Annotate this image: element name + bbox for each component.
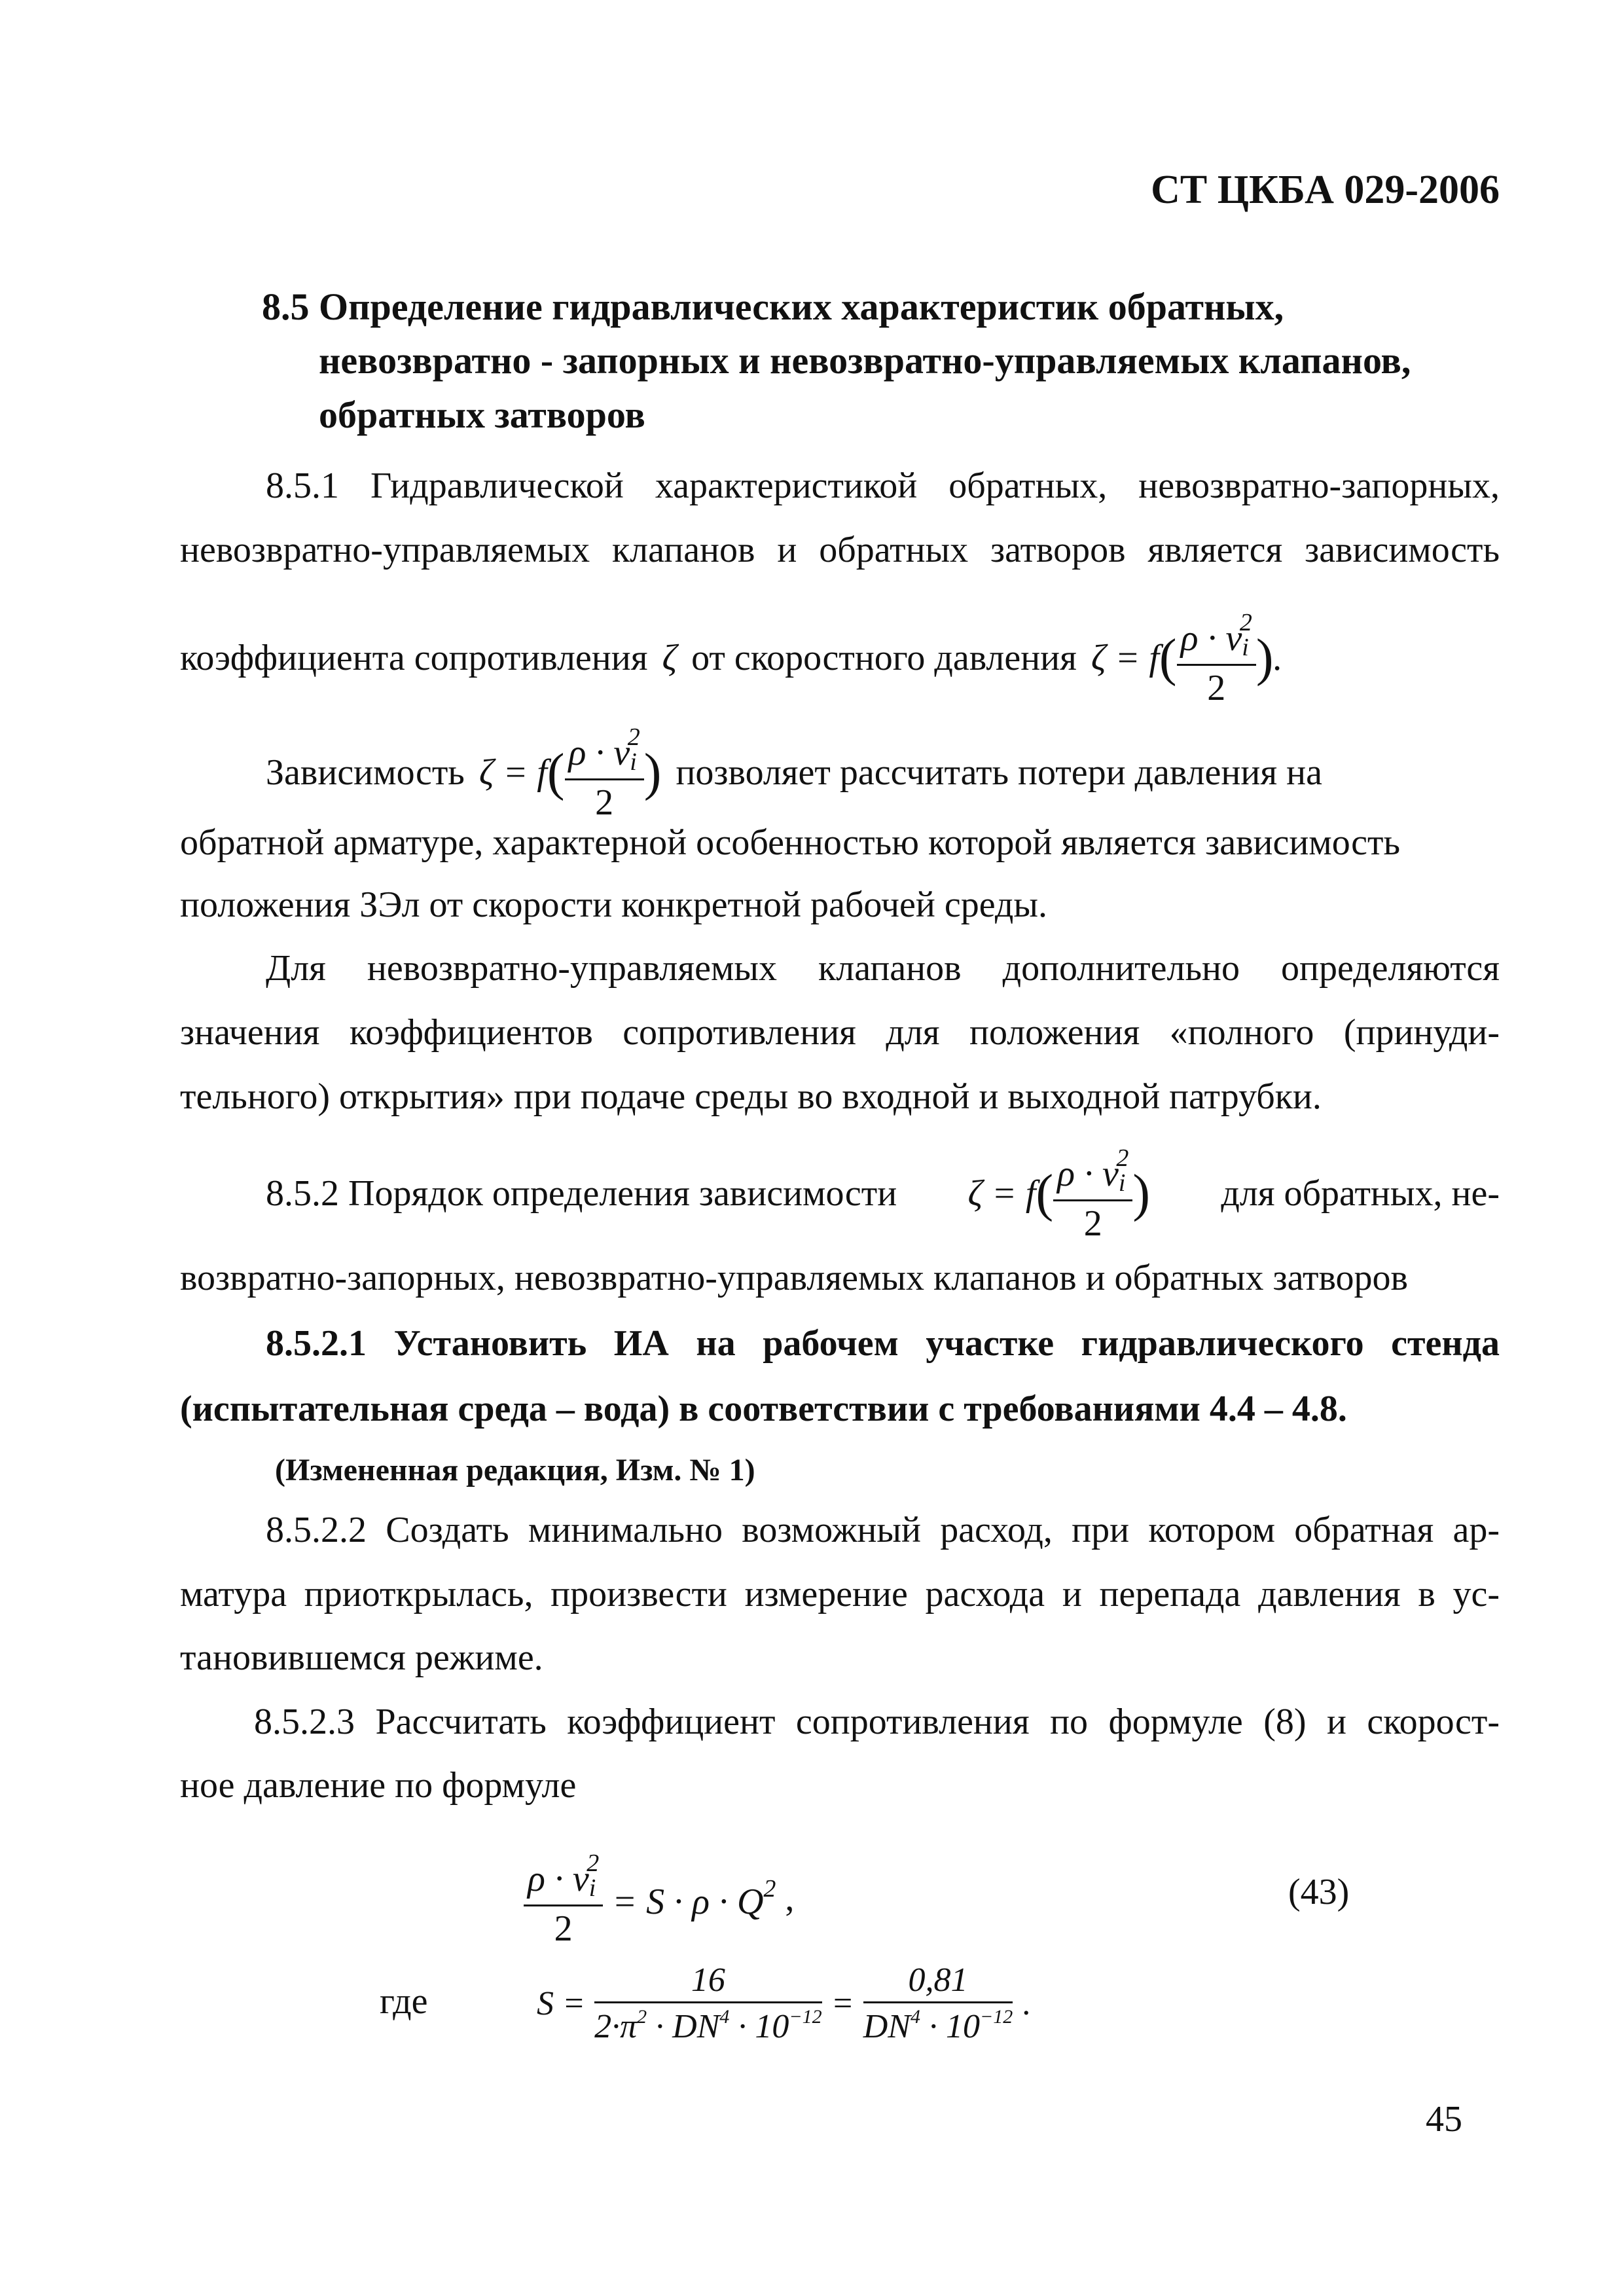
zeta-symbol: ζ — [662, 638, 677, 678]
p852-text-b: для обратных, не- — [1221, 1173, 1500, 1214]
dependence-word: Зависимость — [266, 752, 465, 793]
formula-zeta-inline-3 — [967, 1146, 1150, 1242]
fraction-dynamic-pressure — [1053, 1146, 1132, 1242]
valves-line-2: значения коэффициентов сопротивления для положения «полного (принуди- — [180, 1012, 1500, 1053]
formula-s — [537, 1954, 1030, 2052]
frac-sub: i — [1118, 1169, 1126, 1197]
frac-numerator: ρ · v — [1057, 1153, 1119, 1194]
p8523-line-2: ное давление по формуле — [180, 1765, 577, 1806]
valves-line-1: Для невозвратно-управляемых клапанов дополнительно определяются — [266, 948, 1500, 989]
frac-sub: i — [630, 748, 637, 776]
period: . — [1273, 638, 1283, 678]
fraction-dynamic-pressure — [565, 725, 644, 821]
s-frac1-numerator: 16 — [594, 1963, 822, 2003]
valves-line-3: тельного) открытия» при подаче среды во входной и выходной патрубки. — [180, 1076, 1322, 1117]
formula-43-rhs: = $S \cdot \rho \cdot Q^2$ — [612, 1875, 776, 1922]
section-title-line-3: обратных затворов — [319, 393, 645, 436]
amendment-note: (Измененная редакция, Изм. № 1) — [275, 1453, 755, 1487]
formula-lhs: ζ = f — [1091, 638, 1159, 678]
frac-sup: 2 — [627, 723, 640, 751]
frac-numerator: ρ · v — [568, 732, 630, 773]
right-paren: ) — [1132, 1164, 1151, 1222]
fraction-s-1 — [594, 1963, 822, 2044]
left-paren: ( — [1159, 629, 1177, 687]
fraction-s-2 — [863, 1963, 1013, 2044]
frac-numerator: ρ · v — [528, 1858, 589, 1899]
p851-text-velocity: от скоростного давления — [691, 638, 1077, 678]
p8522-line-3: тановившемся режиме. — [180, 1637, 543, 1678]
frac-denominator: 2 — [1083, 1203, 1102, 1244]
dependence-line-3: положения ЗЭл от скорости конкретной рабочей среды. — [180, 884, 1047, 925]
frac-sup: 2 — [586, 1849, 600, 1877]
section-title-line-2: невозвратно - запорных и невозвратно-управляемых клапанов, — [319, 339, 1411, 382]
dependence-line-2: обратной арматуре, характерной особенностью которой является зависимость — [180, 822, 1400, 863]
s-frac1-denominator: $2\cdot\pi^2 \cdot DN^4 \cdot 10^{-12}$ — [594, 2005, 822, 2045]
p8523-line-1: 8.5.2.3 Рассчитать коэффициент сопротивления по формуле (8) и скорост- — [254, 1702, 1500, 1742]
formula-zeta-inline-2 — [479, 725, 662, 821]
section-title-line-1: 8.5 Определение гидравлических характеристик обратных, — [262, 285, 1284, 328]
p852-line-1 — [266, 1138, 1500, 1249]
p852-line-2: возвратно-запорных, невозвратно-управляемых клапанов и обратных затворов — [180, 1258, 1408, 1298]
left-paren: ( — [1036, 1164, 1054, 1222]
p852-text-a: 8.5.2 Порядок определения зависимости — [266, 1173, 897, 1214]
frac-denominator: 2 — [554, 1908, 573, 1949]
frac-sub: i — [1242, 633, 1249, 661]
fraction-dynamic-pressure — [524, 1851, 603, 1947]
p851-line-3 — [180, 599, 1283, 717]
right-paren: ) — [1255, 629, 1274, 687]
page-number: 45 — [1426, 2099, 1462, 2140]
p851-line-2: невозвратно-управляемых клапанов и обратных затворов является зависимость — [180, 530, 1500, 570]
p851-text-coeff: коэффициента сопротивления — [180, 638, 648, 678]
frac-numerator: ρ · v — [1180, 617, 1242, 659]
s-frac2-denominator: $DN^4 \cdot 10^{-12}$ — [863, 2005, 1013, 2045]
p851-line-1: 8.5.1 Гидравлической характеристикой обратных, невозвратно-запорных, — [266, 465, 1500, 506]
s-period: . — [1022, 1984, 1031, 2022]
right-paren: ) — [643, 743, 662, 801]
p8522-line-2: матура приоткрылась, произвести измерение расхода и перепада давления в ус- — [180, 1574, 1500, 1614]
frac-denominator: 2 — [595, 782, 614, 823]
s-equals: S = — [537, 1984, 586, 2022]
s-equals-2: = — [831, 1984, 854, 2022]
left-paren: ( — [547, 743, 565, 801]
p8522-line-1: 8.5.2.2 Создать минимально возможный расход, при котором обратная ар- — [266, 1510, 1500, 1550]
s-frac2-numerator: 0,81 — [863, 1963, 1013, 2003]
formula-43-comma: , — [785, 1878, 795, 1919]
frac-sup: 2 — [1116, 1144, 1129, 1172]
where-label: где — [380, 1981, 428, 2022]
formula-lhs: ζ = f — [478, 752, 547, 793]
document-code: СТ ЦКБА 029-2006 — [1151, 168, 1500, 212]
p8521-line-2: (испытательная среда – вода) в соответствии с требованиями 4.4 – 4.8. — [180, 1389, 1347, 1429]
formula-zeta-inline-1 — [1091, 610, 1283, 706]
dependence-line-1-rest: позволяет рассчитать потери давления на — [676, 752, 1322, 793]
frac-sup: 2 — [1239, 608, 1252, 636]
frac-sub: i — [588, 1874, 596, 1902]
frac-denominator: 2 — [1207, 667, 1226, 708]
p8521-line-1: 8.5.2.1 Установить ИА на рабочем участке гидравлического стенда — [266, 1323, 1500, 1364]
formula-43 — [524, 1840, 794, 1958]
formula-lhs: ζ = f — [967, 1173, 1036, 1214]
formula-43-number: (43) — [1288, 1872, 1350, 1912]
dependence-line-1 — [266, 717, 1322, 828]
fraction-dynamic-pressure — [1177, 610, 1256, 706]
